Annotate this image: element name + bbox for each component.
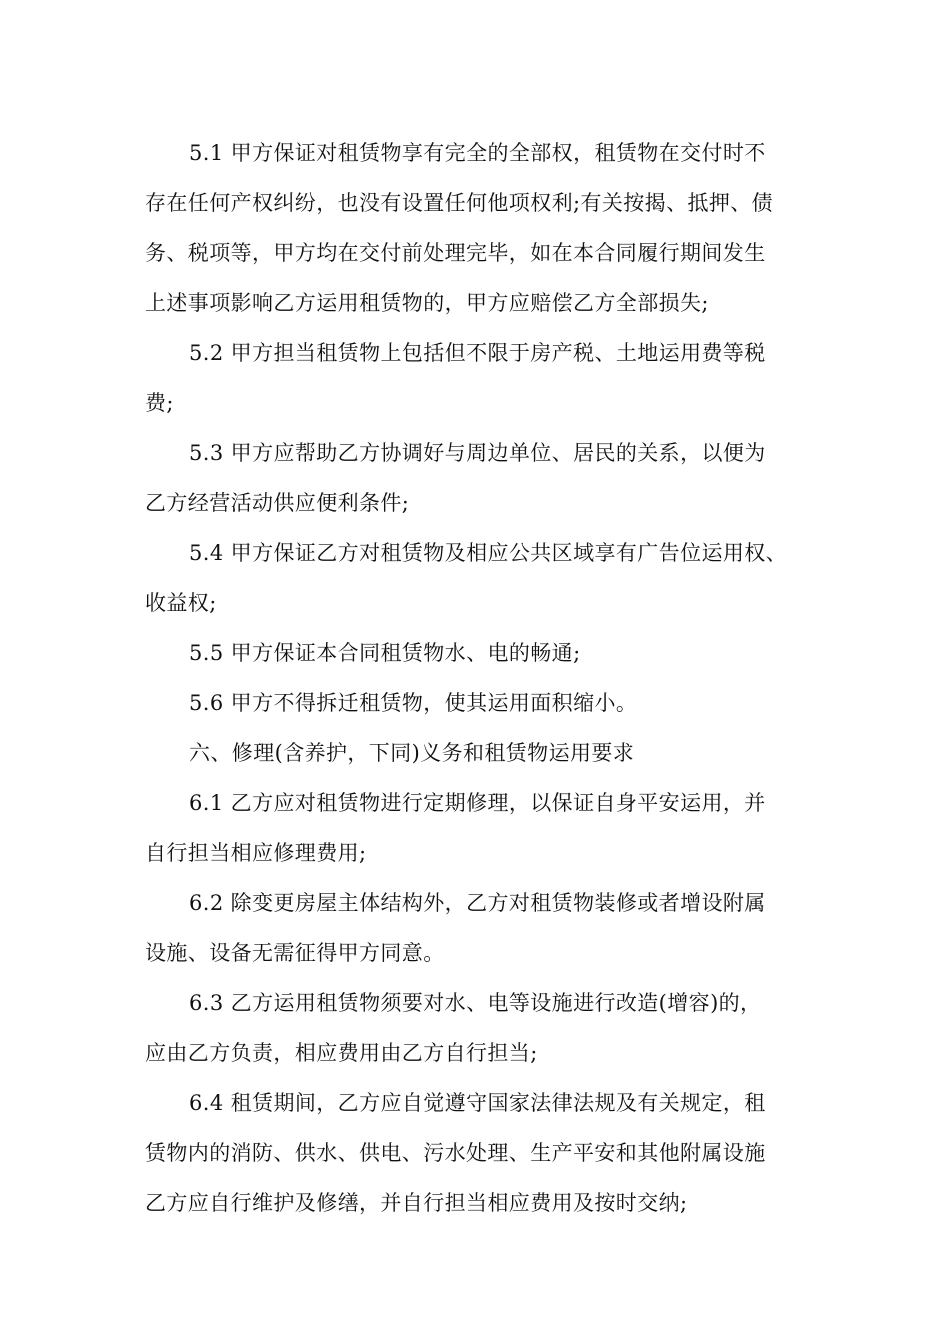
clause-5-6-line-1: 5.6 甲方不得拆迁租赁物，使其运用面积缩小。	[189, 691, 638, 715]
clause-5-1-line-2: 存在任何产权纠纷，也没有设置任何他项权利;有关按揭、抵押、债	[145, 191, 774, 215]
clause-6-1-line-1: 6.1 乙方应对租赁物进行定期修理，以保证自身平安运用，并	[189, 791, 766, 815]
clause-5-1-line-4: 上述事项影响乙方运用租赁物的，甲方应赔偿乙方全部损失;	[145, 291, 709, 315]
clause-5-4-line-2: 收益权;	[145, 591, 217, 615]
clause-6-1-line-2: 自行担当相应修理费用;	[145, 841, 367, 865]
clause-6-3-line-1: 6.3 乙方运用租赁物须要对水、电等设施进行改造(增容)的，	[189, 991, 762, 1015]
clause-5-2-line-2: 费;	[145, 391, 174, 415]
clause-6-4-line-2: 赁物内的消防、供水、供电、污水处理、生产平安和其他附属设施	[145, 1141, 766, 1165]
document-body	[145, 128, 825, 1228]
section-6-heading: 六、修理(含养护，下同)义务和租赁物运用要求	[189, 741, 635, 765]
clause-5-1-line-1: 5.1 甲方保证对租赁物享有完全的全部权，租赁物在交付时不	[189, 141, 766, 165]
clause-6-2-line-2: 设施、设备无需征得甲方同意。	[145, 941, 445, 965]
clause-5-2-line-1: 5.2 甲方担当租赁物上包括但不限于房产税、土地运用费等税	[189, 341, 766, 365]
clause-5-5-line-1: 5.5 甲方保证本合同租赁物水、电的畅通;	[189, 641, 581, 665]
clause-6-2-line-1: 6.2 除变更房屋主体结构外，乙方对租赁物装修或者增设附属	[189, 891, 766, 915]
clause-5-1-line-3: 务、税项等，甲方均在交付前处理完毕，如在本合同履行期间发生	[145, 241, 766, 265]
clause-6-4-line-1: 6.4 租赁期间，乙方应自觉遵守国家法律法规及有关规定，租	[189, 1091, 766, 1115]
clause-5-3-line-1: 5.3 甲方应帮助乙方协调好与周边单位、居民的关系，以便为	[189, 441, 766, 465]
clause-5-3-line-2: 乙方经营活动供应便利条件;	[145, 491, 410, 515]
clause-6-4-line-3: 乙方应自行维护及修缮，并自行担当相应费用及按时交纳;	[145, 1191, 688, 1215]
clause-5-4-line-1: 5.4 甲方保证乙方对租赁物及相应公共区域享有广告位运用权、	[189, 541, 788, 565]
clause-6-3-line-2: 应由乙方负责，相应费用由乙方自行担当;	[145, 1041, 538, 1065]
